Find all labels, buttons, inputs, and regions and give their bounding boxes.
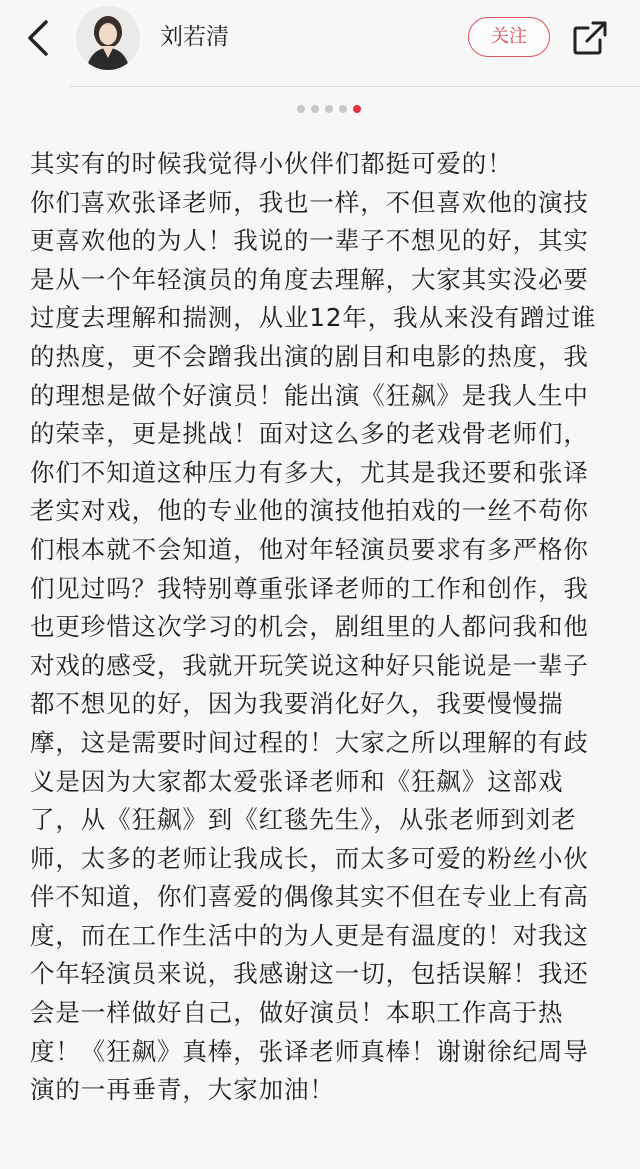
avatar-image — [76, 6, 140, 70]
username[interactable]: 刘若清 — [160, 24, 229, 50]
share-button[interactable] — [568, 16, 612, 60]
carousel-dot[interactable] — [297, 105, 305, 113]
avatar[interactable] — [76, 6, 140, 70]
carousel-indicator — [0, 102, 640, 116]
top-bar — [0, 0, 640, 88]
post-text: 其实有的时候我觉得小伙伴们都挺可爱的！ 你们喜欢张译老师，我也一样，不但喜欢他的演技更喜欢他的为人！我说的一辈子不想见的好，其实是从一个年轻演员的角度去理解，大家其实没必要过度去理解和揣测，从业12年，我从来没有蹭过谁的热度，更不会蹭我出演的剧目和电影的热度，我的理想是做个好演员！能出演《狂飙》是我人生中的荣幸，更是挑战！面对这么多的老戏骨老师们，你们不知道这种压力有多大，尤其是我还要和张译老实对戏，他的专业他的演技他拍戏的一丝不苟你们根本就不会知道，他对年轻演员要求有多严格你们见过吗？我特别尊重张译老师的工作和创作，我也更珍惜这次学习的机会，剧组里的人都问我和他对戏的感受，我就开玩笑说这种好只能说是一辈子都不想见的好，因为我要消化好久，我要慢慢揣摩，这是需要时间过程的！大家之所以理解的有歧义是因为大家都太爱张译老师和《狂飙》这部戏了，从《狂飙》到《红毯先生》，从张老师到刘老师，太多的老师让我成长，而太多可爱的粉丝小伙伴不知道，你们喜爱的偶像其实不但在专业上有高度，而在工作生活中的为人更是有温度的！对我这个年轻演员来说，我感谢这一切，包括误解！我还会是一样做好自己，做好演员！本职工作高于热度！《狂飙》真棒，张译老师真棒！谢谢徐纪周导演的一再垂青，大家加油！ — [30, 149, 597, 1105]
carousel-dot[interactable] — [325, 105, 333, 113]
carousel-dot[interactable] — [353, 105, 361, 113]
back-button[interactable] — [18, 14, 58, 62]
carousel-dot[interactable] — [311, 105, 319, 113]
header-divider — [70, 86, 640, 87]
share-icon — [570, 18, 610, 58]
chevron-left-icon — [24, 18, 52, 58]
follow-button[interactable]: 关注 — [468, 17, 550, 57]
carousel-dot[interactable] — [339, 105, 347, 113]
